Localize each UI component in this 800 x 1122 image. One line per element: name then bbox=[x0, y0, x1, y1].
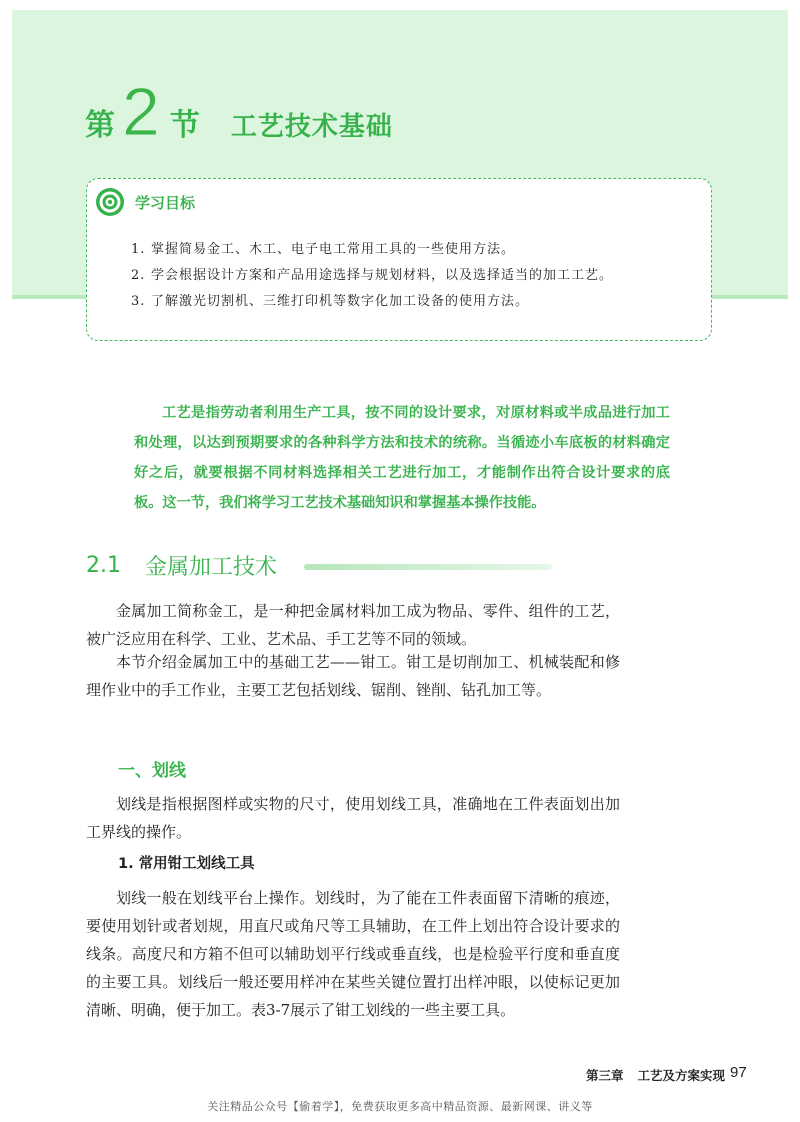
intro-paragraph: 工艺是指劳动者利用生产工具，按不同的设计要求，对原材料或半成品进行加工和处理，以达到预期要求的各种科学方法和技术的统称。当循迹小车底板的材料确定好之后，就要根据不同材料选择相关工艺进行加工，才能制作出符合设计要求的底板。这一节，我们将学习工艺技术基础知识和掌握基本操作技能。 bbox=[134, 405, 670, 511]
list-item-number: 1. bbox=[131, 242, 146, 257]
section-number: 2 bbox=[122, 74, 160, 150]
footer-chapter-title: 工艺及方案实现 bbox=[637, 1068, 726, 1083]
list-item bbox=[131, 237, 613, 263]
subsection-heading bbox=[86, 550, 277, 581]
learning-goals-header bbox=[95, 187, 195, 217]
list-item bbox=[131, 263, 613, 289]
target-icon bbox=[95, 187, 125, 217]
subsection-title: 金属加工技术 bbox=[145, 555, 278, 580]
list-item-number: 3. bbox=[131, 294, 146, 309]
heading-scribing: 一、划线 bbox=[118, 761, 186, 781]
footer-notice: 关注精品公众号【偷着学】，免费获取更多高中精品资源、最新网课、讲义等 bbox=[207, 1100, 593, 1113]
heading-scribing-tools: 1. 常用钳工划线工具 bbox=[118, 856, 255, 872]
subsection-number: 2.1 bbox=[86, 553, 121, 578]
section-heading bbox=[85, 74, 393, 150]
list-item-number: 2. bbox=[131, 268, 146, 283]
section-prefix: 第 bbox=[85, 108, 116, 143]
subsection-rule bbox=[304, 564, 552, 570]
body-paragraph: 金属加工简称金工，是一种把金属材料加工成为物品、零件、组件的工艺，被广泛应用在科学、工业、艺术品、手工艺等不同的领域。 bbox=[86, 602, 620, 648]
body-paragraph: 本节介绍金属加工中的基础工艺——钳工。钳工是切削加工、机械装配和修理作业中的手工作业，主要工艺包括划线、锯削、锉削、钻孔加工等。 bbox=[86, 653, 620, 699]
footer-chapter bbox=[586, 1066, 725, 1084]
learning-goals-list bbox=[131, 237, 613, 315]
body-paragraph: 划线一般在划线平台上操作。划线时，为了能在工件表面留下清晰的痕迹，要使用划针或者划规，用直尺或角尺等工具辅助，在工件上划出符合设计要求的线条。高度尺和方箱不但可以辅助划平行线或垂直线，也是检验平行度和垂直度的主要工具。划线后一般还要用样冲在某些关键位置打出样冲眼，以使标记更加清晰、明确，便于加工。表3-7展示了钳工划线的一些主要工具。 bbox=[86, 889, 620, 1019]
list-item-text: 掌握简易金工、木工、电子电工常用工具的一些使用方法。 bbox=[151, 242, 516, 257]
list-item-text: 了解激光切割机、三维打印机等数字化加工设备的使用方法。 bbox=[151, 294, 530, 309]
page-number: 97 bbox=[730, 1064, 747, 1081]
section-title: 工艺技术基础 bbox=[230, 112, 393, 142]
list-item-text: 学会根据设计方案和产品用途选择与规划材料，以及选择适当的加工工艺。 bbox=[151, 268, 614, 283]
learning-goals-box bbox=[86, 178, 712, 341]
learning-goals-title: 学习目标 bbox=[135, 193, 196, 212]
list-item bbox=[131, 289, 613, 315]
footer-chapter-number: 第三章 bbox=[586, 1068, 624, 1083]
body-paragraph: 划线是指根据图样或实物的尺寸，使用划线工具，准确地在工件表面划出加工界线的操作。 bbox=[86, 795, 620, 841]
section-suffix: 节 bbox=[169, 108, 201, 143]
